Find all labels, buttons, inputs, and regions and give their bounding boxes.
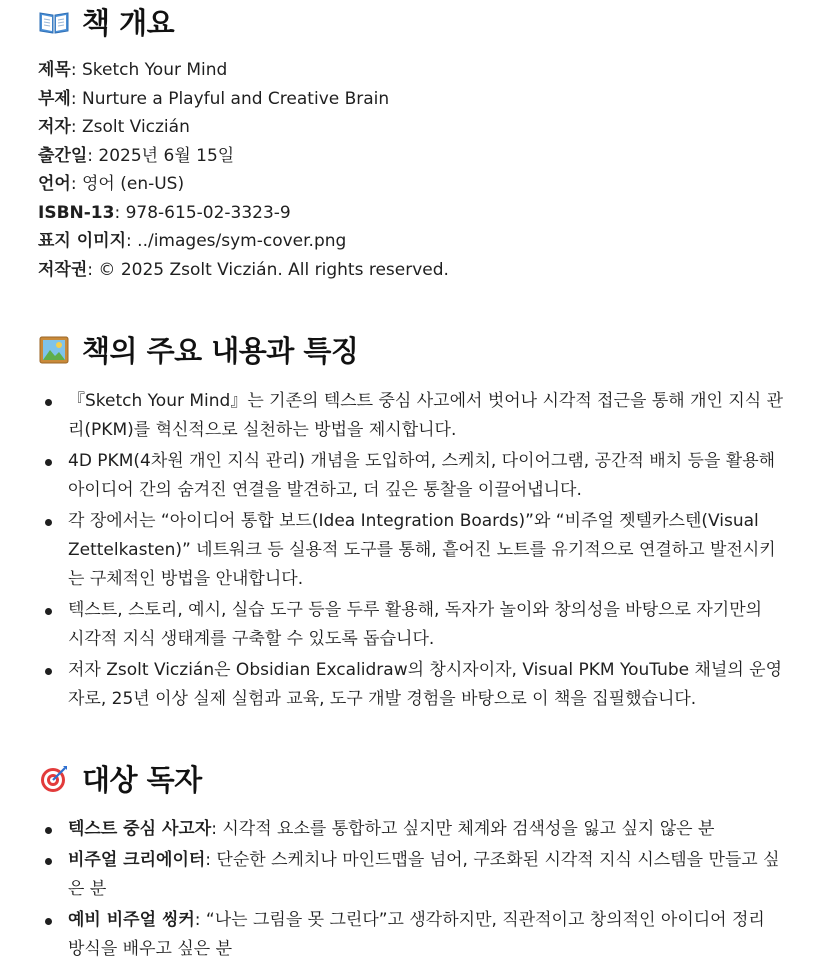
meta-label: 저작권 (38, 259, 88, 280)
meta-value: : Zsolt Viczián (70, 117, 190, 137)
meta-value: : ../images/sym-cover.png (126, 231, 347, 251)
list-item (38, 846, 783, 904)
audience-description: : 시각적 요소를 통합하고 싶지만 체계와 검색성을 잃고 싶지 않은 분 (211, 819, 715, 839)
list-item (38, 815, 783, 844)
meta-label: 저자 (38, 117, 71, 137)
section-title: 책 개요 (82, 6, 175, 40)
list-item (38, 906, 783, 964)
meta-label: 언어 (38, 174, 71, 194)
meta-row-date (38, 142, 808, 171)
section-title: 책의 주요 내용과 특징 (82, 334, 359, 368)
features-list (38, 387, 783, 716)
section-title: 대상 독자 (82, 763, 202, 797)
meta-value: : 영어 (en-US) (70, 174, 185, 194)
list-item: 텍스트, 스토리, 예시, 실습 도구 등을 두루 활용해, 독자가 놀이와 창의성을 바탕으로 자기만의 시각적 지식 생태계를 구축할 수 있도록 돕습니다. (38, 596, 783, 654)
meta-value: : © 2025 Zsolt Viczián. All rights reserved. (87, 259, 449, 280)
meta-value: : Sketch Your Mind (70, 60, 228, 80)
audience-list (38, 815, 783, 966)
list-item: 4D PKM(4차원 개인 지식 관리) 개념을 도입하여, 스케치, 다이어그램, 공간적 배치 등을 활용해 아이디어 간의 숨겨진 연결을 발견하고, 더 깊은 통찰을 이끌어냅니다. (38, 447, 783, 505)
audience-description: : “나는 그림을 못 그린다”고 생각하지만, 직관적이고 창의적인 아이디어 정리 방식을 배우고 싶은 분 (68, 910, 765, 959)
open-book-icon (38, 6, 70, 38)
meta-value: : 978-615-02-3323-9 (114, 202, 291, 223)
list-item: 『Sketch Your Mind』는 기존의 텍스트 중심 사고에서 벗어나 시각적 접근을 통해 개인 지식 관리(PKM)를 혁신적으로 실천하는 방법을 제시합니다. (38, 387, 783, 445)
section-heading-overview (38, 1, 174, 42)
meta-row-title (38, 56, 808, 85)
audience-label: 예비 비주얼 씽커 (68, 910, 195, 930)
meta-row-cover-image (38, 227, 808, 256)
meta-label: 부제 (38, 88, 71, 109)
meta-row-language (38, 170, 808, 199)
framed-picture-icon (38, 334, 70, 366)
meta-value: : Nurture a Playful and Creative Brain (70, 88, 390, 109)
meta-label: 표지 이미지 (38, 231, 127, 251)
list-item: 저자 Zsolt Viczián은 Obsidian Excalidraw의 창시자이자, Visual PKM YouTube 채널의 운영자로, 25년 이상 실제 실험과 교육, 도구 개발 경험을 바탕으로 이 책을 집필했습니다. (38, 656, 783, 714)
section-heading-features (38, 329, 358, 370)
meta-label: ISBN-13 (38, 202, 115, 223)
section-heading-audience (38, 758, 202, 799)
audience-label: 비주얼 크리에이터 (68, 850, 206, 870)
meta-label: 제목 (38, 60, 71, 80)
audience-description: : 단순한 스케치나 마인드맵을 넘어, 구조화된 시각적 지식 시스템을 만들고 싶은 분 (68, 850, 780, 899)
meta-label: 출간일 (38, 145, 88, 166)
meta-row-author (38, 113, 808, 142)
book-metadata (38, 56, 808, 284)
meta-row-copyright (38, 256, 808, 285)
meta-row-subtitle (38, 85, 808, 114)
meta-row-isbn (38, 199, 808, 228)
list-item: 각 장에서는 “아이디어 통합 보드(Idea Integration Boards)”와 “비주얼 젯텔카스텐(Visual Zettelkasten)” 네트워크 등 실용적 도구를 통해, 흩어진 노트를 유기적으로 연결하고 발전시키는 구체적인 방법을 안내합니다. (38, 507, 783, 594)
audience-label: 텍스트 중심 사고자 (68, 819, 212, 839)
meta-value: : 2025년 6월 15일 (87, 145, 235, 166)
bullseye-dart-icon (38, 763, 70, 795)
